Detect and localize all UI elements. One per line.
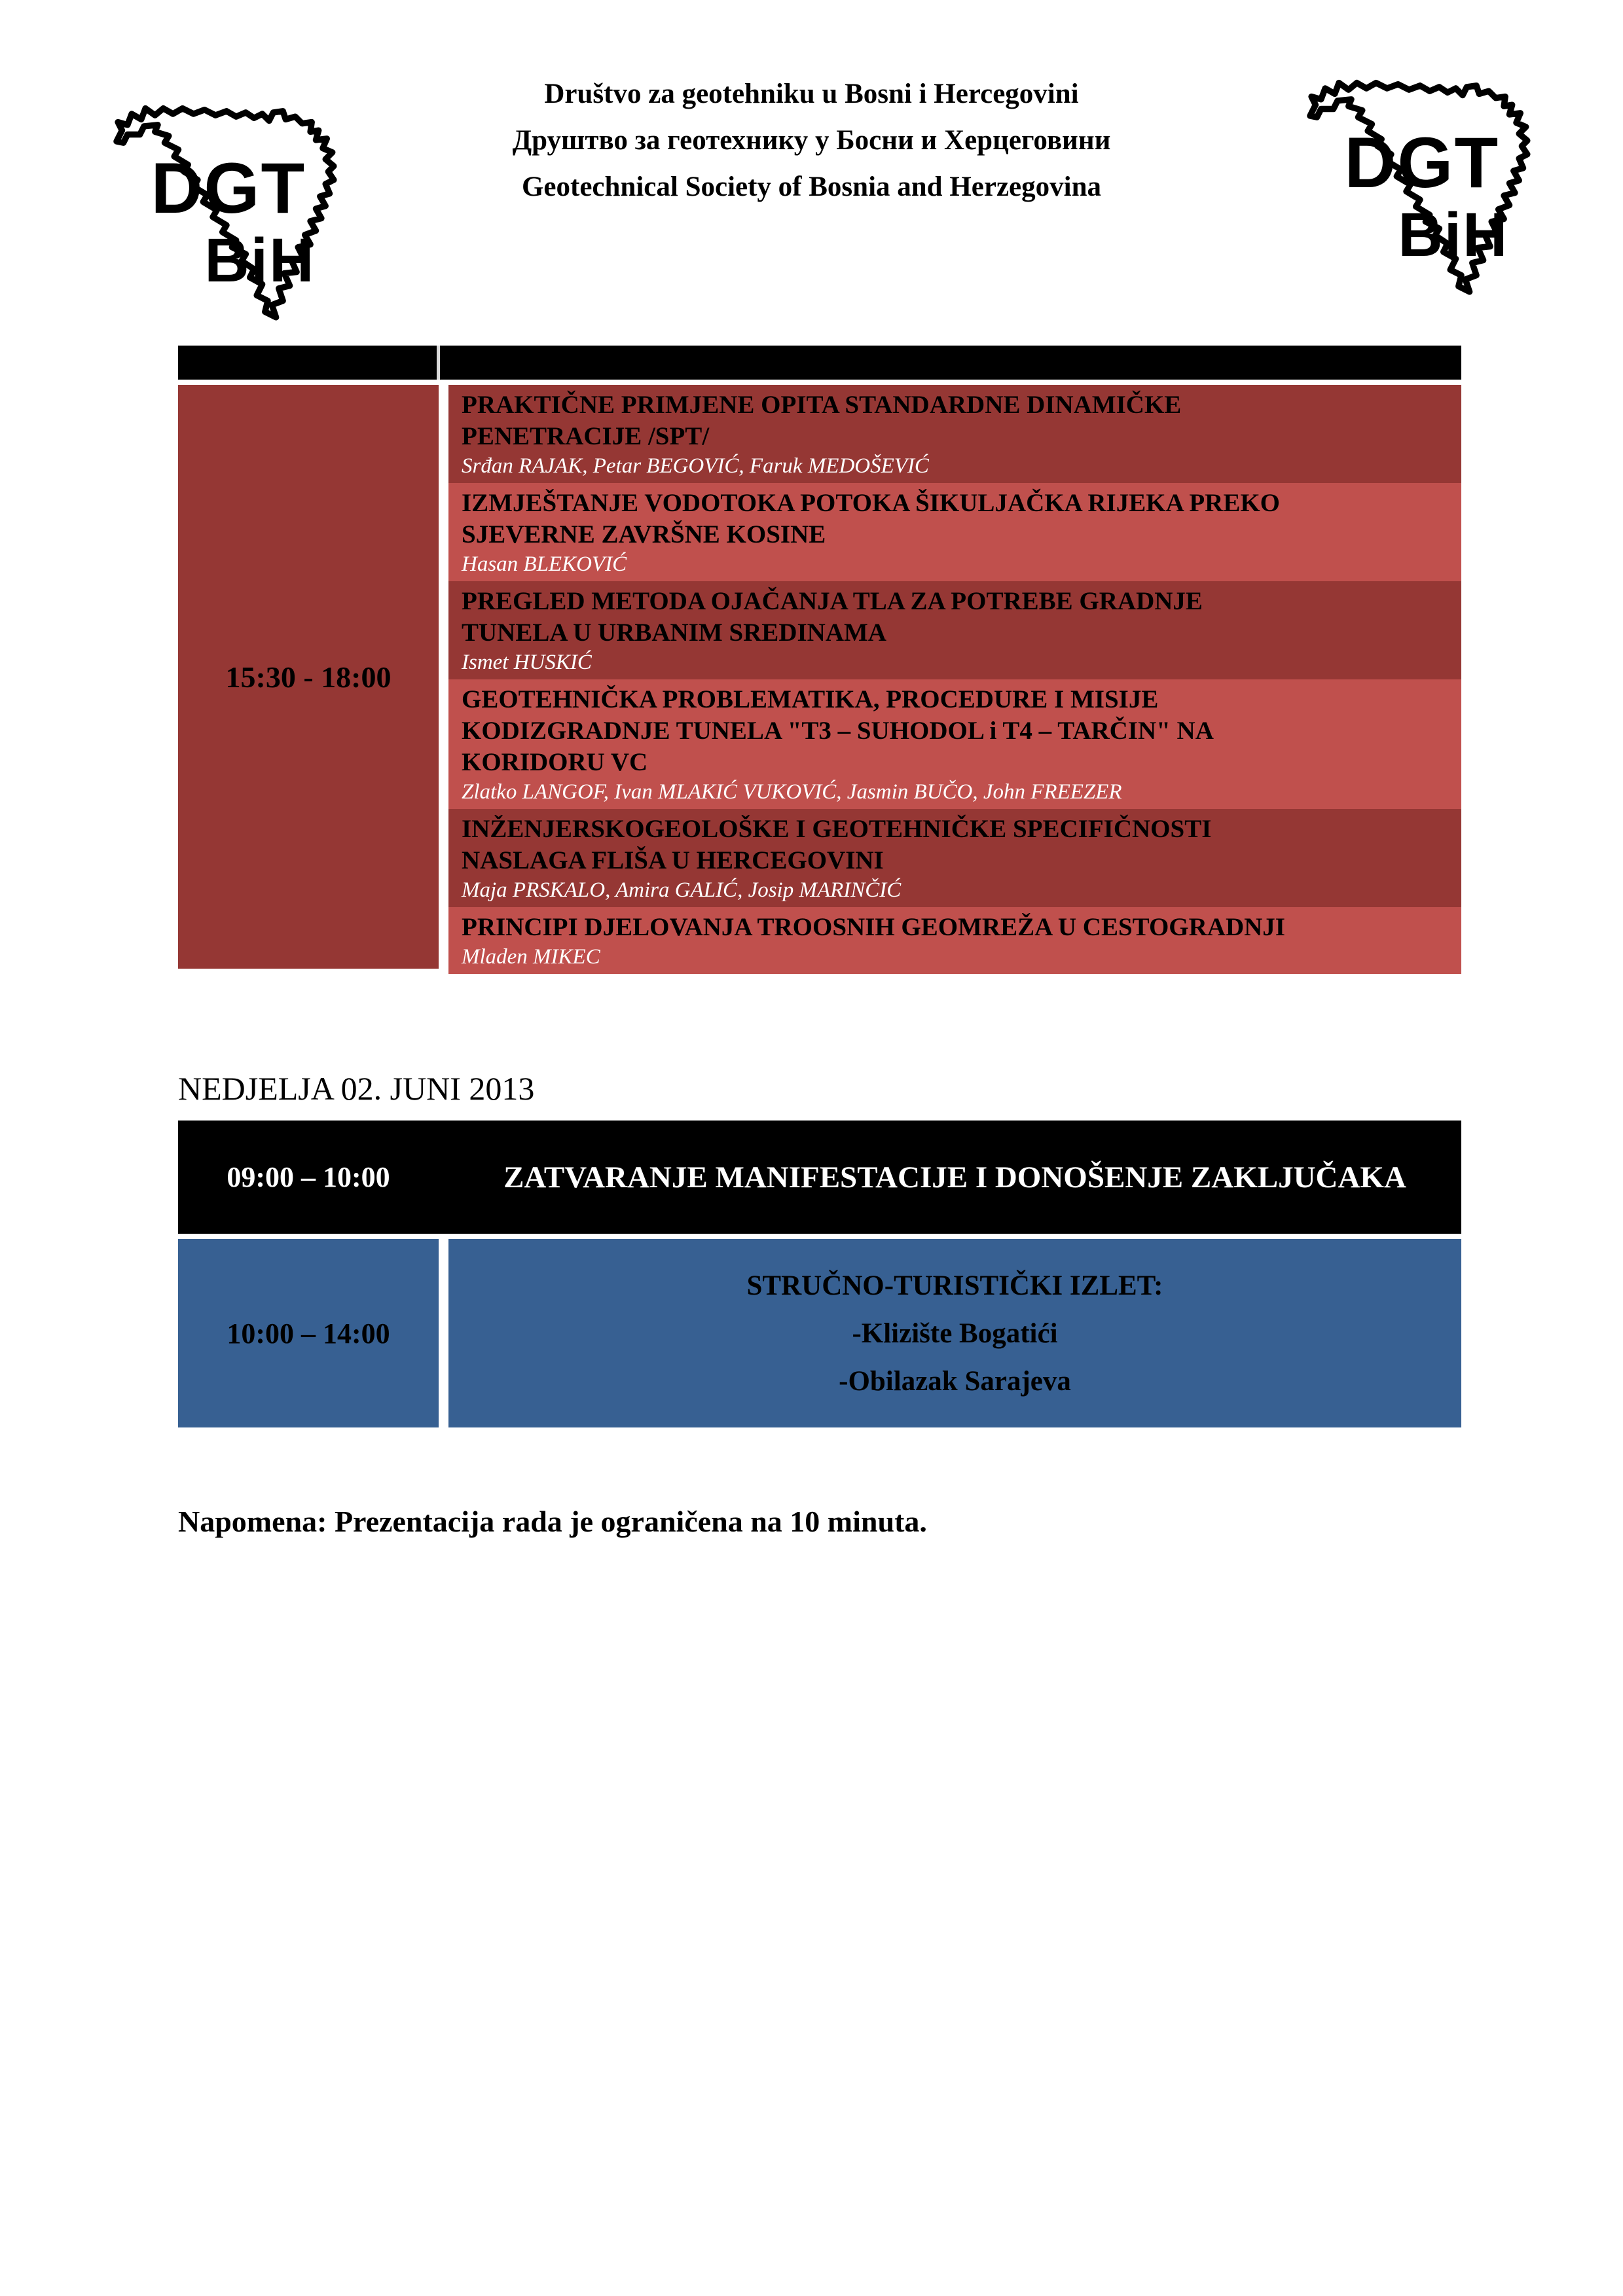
saturday-sessions-column — [448, 385, 1461, 974]
saturday-time-cell: 15:30 - 18:00 — [178, 385, 439, 969]
excursion-line: STRUČNO-TURISTIČKI IZLET: — [746, 1270, 1163, 1301]
session-row — [448, 907, 1461, 974]
session-title-line: TUNELA U URBANIM SREDINAMA — [462, 619, 886, 647]
header-title-block — [0, 71, 1623, 210]
header-bar-divider — [437, 346, 440, 380]
session-title-line: IZMJEŠTANJE VODOTOKA POTOKA ŠIKULJAČKA RIJEKA PREKO — [462, 489, 1280, 517]
session-title-line: KORIDORU VC — [462, 748, 648, 776]
session-title-line: NASLAGA FLIŠA U HERCEGOVINI — [462, 846, 884, 874]
session-title — [462, 912, 1448, 943]
session-authors: Srđan RAJAK, Petar BEGOVIĆ, Faruk MEDOŠEVIĆ — [462, 454, 929, 478]
session-row — [448, 809, 1461, 907]
logo-text-dgt: DGT — [151, 149, 306, 229]
logo-text-dgt: DGT — [1344, 123, 1500, 204]
session-row — [448, 679, 1461, 809]
session-title-line: PRINCIPI DJELOVANJA TROOSNIH GEOMREŽA U CESTOGRADNJI — [462, 913, 1285, 941]
excursion-line: -Obilazak Sarajeva — [839, 1365, 1071, 1397]
session-title-line: KODIZGRADNJE TUNELA "T3 – SUHODOL i T4 – TARČIN" NA — [462, 717, 1214, 745]
closing-title-cell: ZATVARANJE MANIFESTACIJE I DONOŠENJE ZAKLJUČAKA — [503, 1160, 1406, 1194]
session-row — [448, 483, 1461, 581]
sunday-heading: NEDJELJA 02. JUNI 2013 — [178, 1070, 535, 1107]
session-title — [462, 814, 1448, 876]
closing-session-row — [178, 1121, 1461, 1234]
session-title-line: GEOTEHNIČKA PROBLEMATIKA, PROCEDURE I MISIJE — [462, 685, 1159, 713]
session-authors: Ismet HUSKIĆ — [462, 651, 592, 674]
logo-text-bih: BiH — [1398, 200, 1509, 270]
session-row — [448, 581, 1461, 679]
closing-time-cell: 09:00 – 10:00 — [227, 1161, 390, 1193]
excursion-line: -Klizište Bogatići — [852, 1318, 1058, 1349]
session-title-line: PRAKTIČNE PRIMJENE OPITA STANDARDNE DINAMIČKE — [462, 391, 1182, 419]
session-title — [462, 586, 1448, 649]
org-name-cyrillic: Друштво за геотехнику у Босни и Херцеговини — [512, 125, 1111, 156]
org-name-bosnian: Društvo za geotehniku u Bosni i Hercegovini — [544, 79, 1079, 109]
session-authors: Zlatko LANGOF, Ivan MLAKIĆ VUKOVIĆ, Jasmin BUČO, John FREEZER — [462, 780, 1122, 804]
session-authors: Maja PRSKALO, Amira GALIĆ, Josip MARINČIĆ — [462, 878, 902, 902]
session-title — [462, 389, 1448, 452]
session-title-line: PREGLED METODA OJAČANJA TLA ZA POTREBE GRADNJE — [462, 587, 1203, 615]
session-title-line: SJEVERNE ZAVRŠNE KOSINE — [462, 520, 826, 548]
saturday-table-header-bar — [178, 346, 1461, 380]
session-title-line: PENETRACIJE /SPT/ — [462, 422, 710, 450]
org-name-english: Geotechnical Society of Bosnia and Herzegovina — [521, 171, 1101, 202]
presentation-note: Napomena: Prezentacija rada je ograničena na 10 minuta. — [178, 1505, 927, 1538]
session-title — [462, 684, 1448, 778]
session-authors: Hasan BLEKOVIĆ — [462, 552, 627, 576]
excursion-time-cell: 10:00 – 14:00 — [178, 1239, 439, 1427]
logo-text-bih: BiH — [204, 226, 316, 296]
session-title — [462, 488, 1448, 550]
session-authors: Mladen MIKEC — [462, 945, 600, 969]
session-title-line: INŽENJERSKOGEOLOŠKE I GEOTEHNIČKE SPECIFIČNOSTI — [462, 815, 1212, 843]
excursion-content-cell — [448, 1239, 1461, 1427]
session-row — [448, 385, 1461, 483]
